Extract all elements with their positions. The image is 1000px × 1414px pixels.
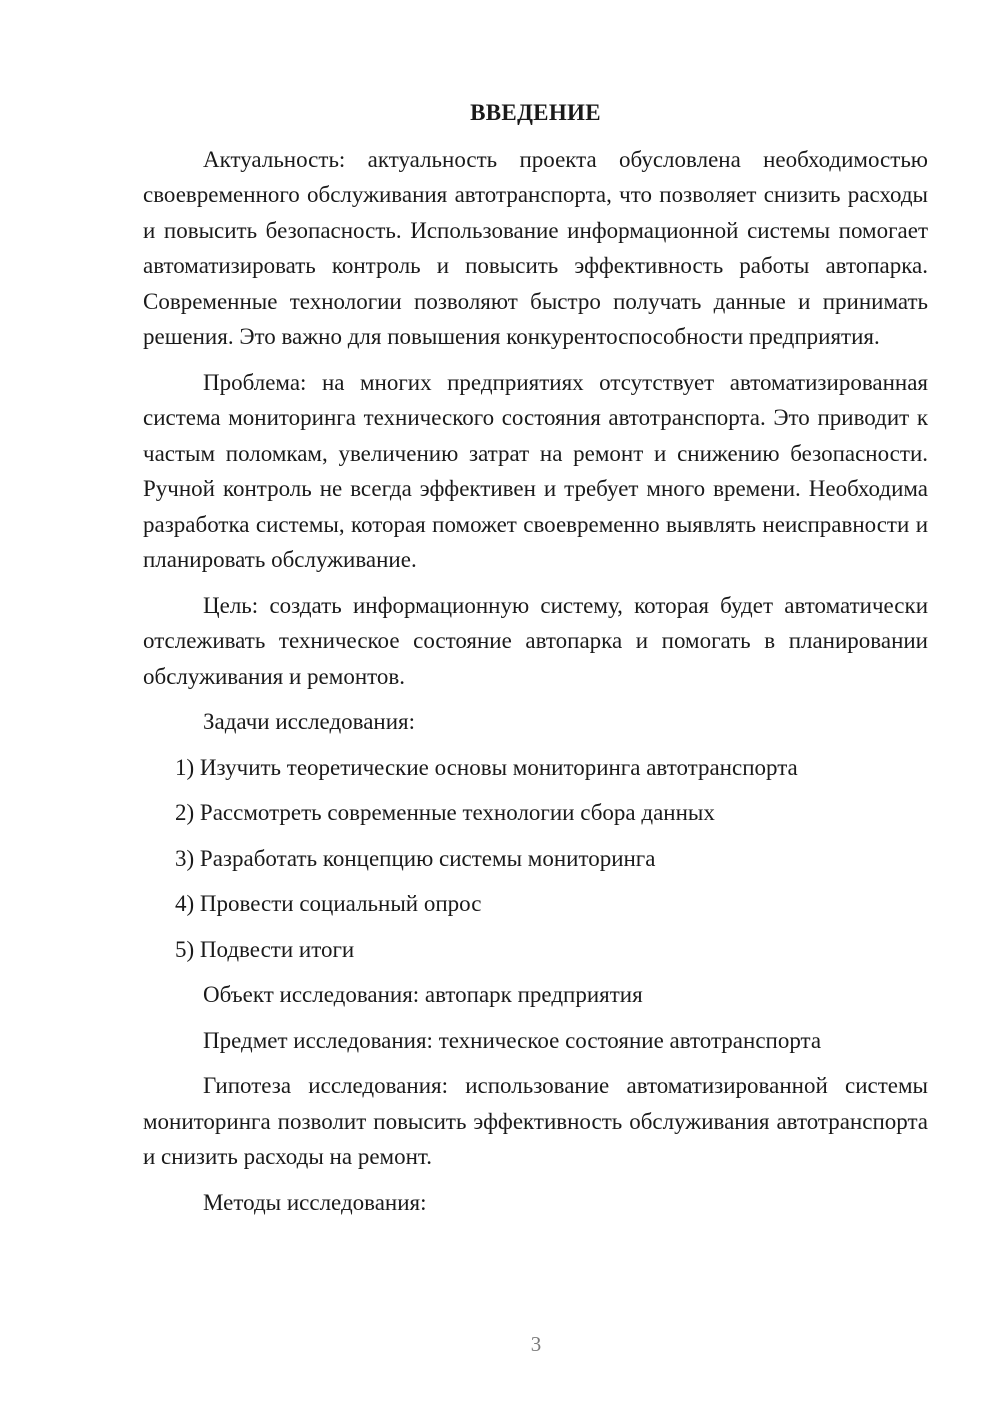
list-item: 2) Рассмотреть современные технологии сбора данных: [175, 800, 715, 825]
list-item: 4) Провести социальный опрос: [175, 891, 482, 916]
tasks-heading: Задачи исследования:: [203, 709, 416, 734]
hypothesis-paragraph: Гипотеза исследования: использование автоматизированной системы мониторинга позволит повысить эффективность обслуживания автотранспорта и снизить расходы на ремонт.: [143, 1073, 928, 1169]
page-number: 3: [530, 1332, 542, 1356]
tasks-list: [143, 750, 928, 968]
methods-heading: Методы исследования:: [203, 1189, 427, 1215]
list-item: 1) Изучить теоретические основы мониторинга автотранспорта: [175, 754, 798, 780]
page-content: [143, 95, 928, 1230]
page-title: ВВЕДЕНИЕ: [470, 100, 601, 125]
subject-line: Предмет исследования: техническое состояние автотранспорта: [203, 1027, 822, 1053]
list-item: 5) Подвести итоги: [175, 936, 355, 962]
list-item: 3) Разработать концепцию системы мониторинга: [175, 845, 656, 871]
goal-paragraph: Цель: создать информационную систему, которая будет автоматически отслеживать техническое состояние автопарка и помогать в планировании обслуживания и ремонтов.: [143, 592, 928, 689]
relevance-paragraph: Актуальность: актуальность проекта обусловлена необходимостью своевременного обслуживания автотранспорта, что позволяет снизить расходы и повысить безопасность. Использование информационной системы помогает автоматизировать контроль и повысить эффективность работы автопарка. Современные технологии позволяют быстро получать данные и принимать решения. Это важно для повышения конкурентоспособности предприятия.: [143, 146, 928, 349]
problem-paragraph: Проблема: на многих предприятиях отсутствует автоматизированная система мониторинга технического состояния автотранспорта. Это приводит к частым поломкам, увеличению затрат на ремонт и снижению безопасности. Ручной контроль не всегда эффективен и требует много времени. Необходима разработка системы, которая поможет своевременно выявлять неисправности и планировать обслуживание.: [143, 369, 928, 572]
object-line: Объект исследования: автопарк предприятия: [203, 982, 643, 1007]
